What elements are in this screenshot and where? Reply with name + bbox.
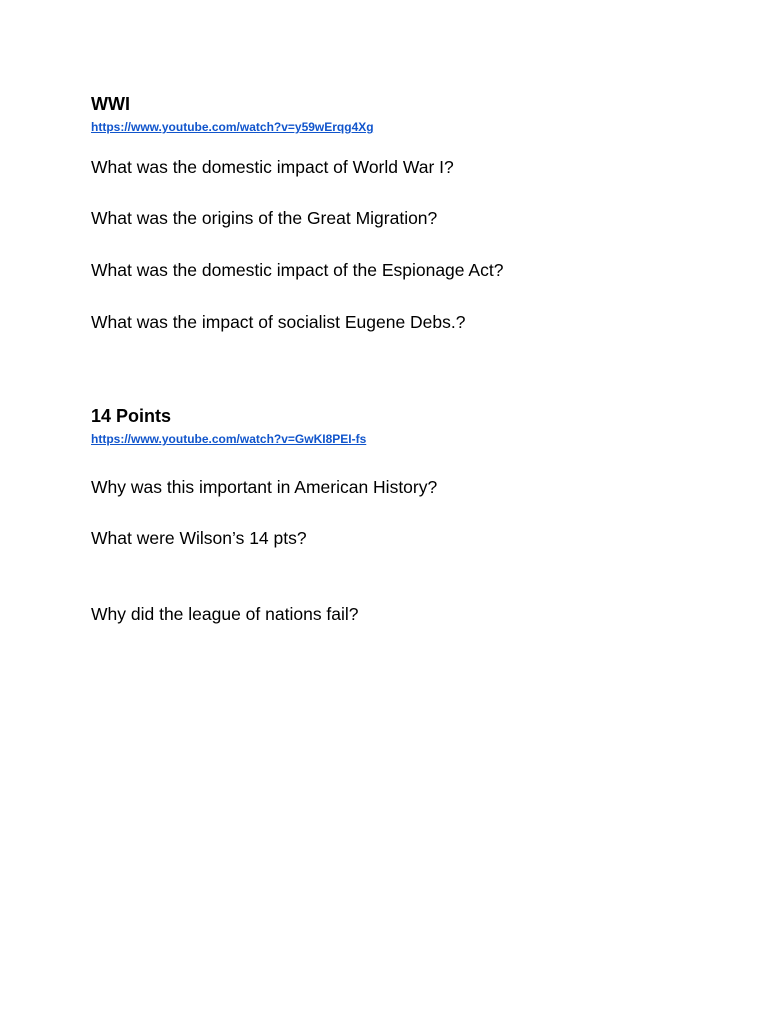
- question-league-of-nations: Why did the league of nations fail?: [91, 604, 359, 624]
- video-link-wwi[interactable]: https://www.youtube.com/watch?v=y59wErqg4Xg: [91, 120, 374, 134]
- section-heading-14-points: 14 Points: [91, 406, 172, 426]
- video-link-14-points[interactable]: https://www.youtube.com/watch?v=GwKI8PEI-fs: [91, 432, 367, 446]
- question-espionage-act: What was the domestic impact of the Espionage Act?: [91, 260, 504, 280]
- question-eugene-debs: What was the impact of socialist Eugene Debs.?: [91, 312, 466, 332]
- section-heading-wwi: WWI: [91, 94, 130, 114]
- question-importance-american-history: Why was this important in American History?: [91, 477, 438, 497]
- question-great-migration: What was the origins of the Great Migration?: [91, 208, 438, 228]
- question-wilsons-14-points: What were Wilson’s 14 pts?: [91, 528, 307, 548]
- question-domestic-impact-wwi: What was the domestic impact of World War I?: [91, 157, 454, 177]
